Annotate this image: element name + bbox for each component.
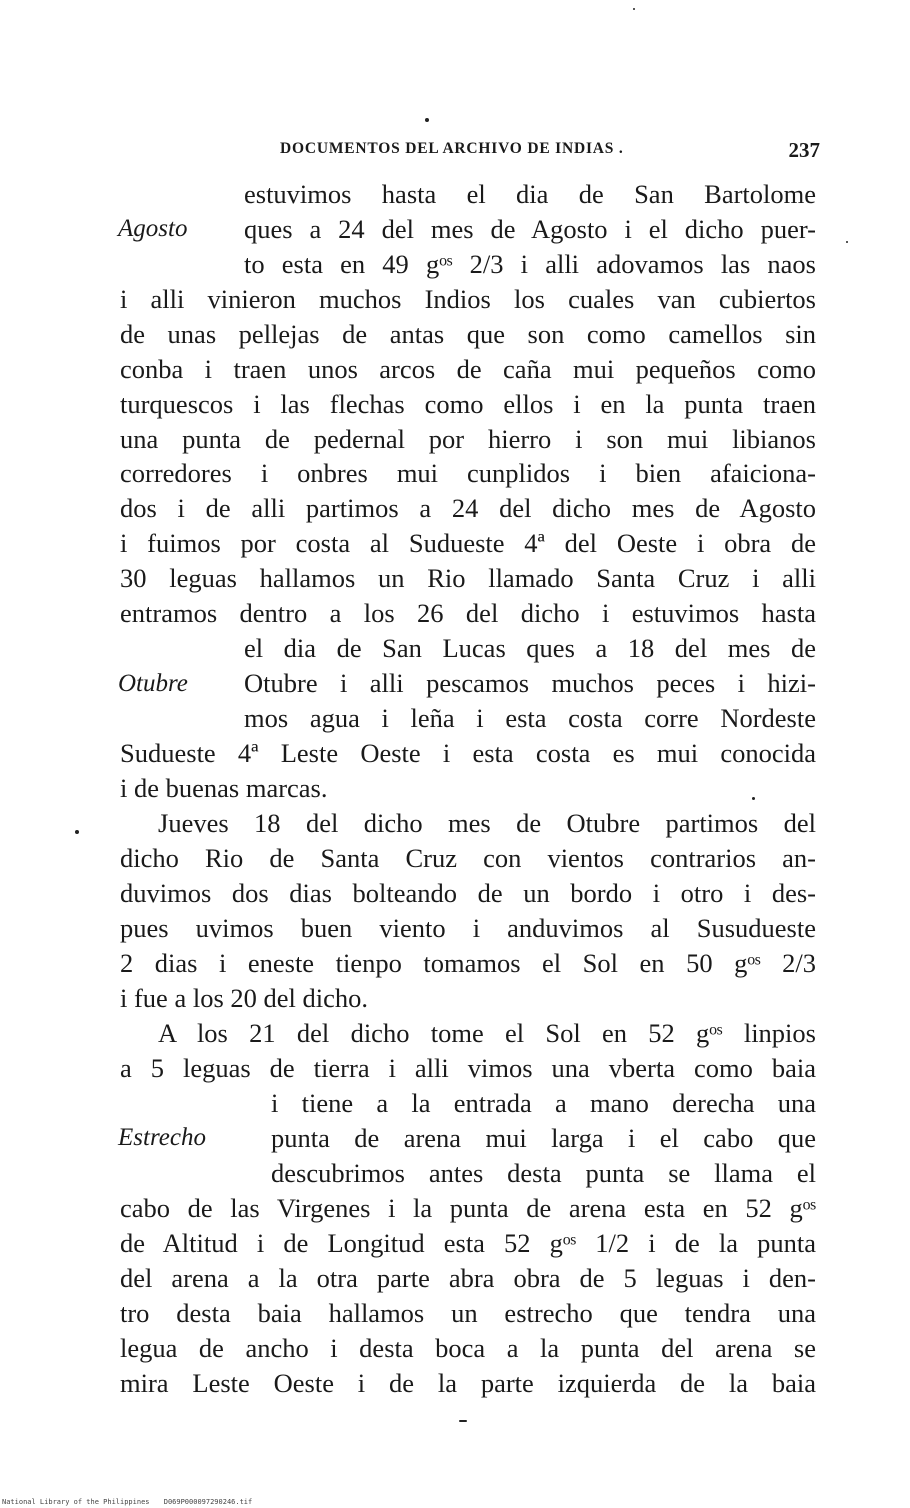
text-line: corredores i onbres mui cunplidos i bien afaiciona- <box>120 458 816 488</box>
text-line: i fuimos por costa al Sudueste 4ª del Oeste i obra de <box>120 528 816 558</box>
text-line: mira Leste Oeste i de la parte izquierda de la baia <box>120 1368 816 1398</box>
page-header <box>280 138 820 168</box>
text-line: duvimos dos dias bolteando de un bordo i otro i des- <box>120 878 816 908</box>
ink-speck <box>425 118 429 122</box>
text-line: punta de arena mui larga i el cabo que <box>271 1123 816 1153</box>
text-line: dos i de alli partimos a 24 del dicho mes de Agosto <box>120 493 816 523</box>
text-line: estuvimos hasta el dia de San Bartolome <box>244 179 816 209</box>
margin-note-agosto: Agosto <box>118 215 188 242</box>
page-number: 237 <box>788 138 820 162</box>
ink-speck <box>846 241 848 243</box>
text-line: to esta en 49 gᵒˢ 2/3 i alli adovamos las naos <box>244 249 816 279</box>
text-line: el dia de San Lucas ques a 18 del mes de <box>244 633 816 663</box>
text-line: legua de ancho i desta boca a la punta del arena se <box>120 1333 816 1363</box>
text-line: turquescos i las flechas como ellos i en la punta traen <box>120 389 816 419</box>
text-line: 2 dias i eneste tienpo tomamos el Sol en 50 gᵒˢ 2/3 <box>120 948 816 978</box>
text-line: de Altitud i de Longitud esta 52 gᵒˢ 1/2 i de la punta <box>120 1228 816 1258</box>
text-line: dicho Rio de Santa Cruz con vientos contrarios an- <box>120 843 816 873</box>
text-line: entramos dentro a los 26 del dicho i estuvimos hasta <box>120 598 816 628</box>
text-line: Sudueste 4ª Leste Oeste i esta costa es mui conocida <box>120 738 816 768</box>
text-line: descubrimos antes desta punta se llama el <box>271 1158 816 1188</box>
text-line: una punta de pedernal por hierro i son mui libianos <box>120 424 816 454</box>
margin-note-otubre: Otubre <box>118 670 188 697</box>
scan-footer <box>2 1498 252 1506</box>
text-line: del arena a la otra parte abra obra de 5 leguas i den- <box>120 1263 816 1293</box>
text-line: A los 21 del dicho tome el Sol en 52 gᵒˢ linpios <box>158 1018 816 1048</box>
margin-note-estrecho: Estrecho <box>118 1124 206 1151</box>
text-line: pues uvimos buen viento i anduvimos al Susudueste <box>120 913 816 943</box>
ink-speck <box>459 1420 467 1422</box>
text-line: conba i traen unos arcos de caña mui pequeños como <box>120 354 816 384</box>
ink-speck <box>752 797 755 800</box>
running-head: DOCUMENTOS DEL ARCHIVO DE INDIAS . <box>280 140 624 157</box>
text-line: mos agua i leña i esta costa corre Nordeste <box>244 703 816 733</box>
file-name: D069P000097290246.tif <box>163 1498 253 1506</box>
text-line: i fue a los 20 del dicho. <box>120 983 369 1013</box>
text-line: ques a 24 del mes de Agosto i el dicho puer- <box>244 214 816 244</box>
text-line: Jueves 18 del dicho mes de Otubre partimos del <box>158 808 816 838</box>
text-line: i de buenas marcas. <box>120 773 328 803</box>
text-line: tro desta baia hallamos un estrecho que tendra una <box>120 1298 816 1328</box>
text-line: cabo de las Virgenes i la punta de arena esta en 52 gᵒˢ <box>120 1193 816 1223</box>
text-line: de unas pellejas de antas que son como camellos sin <box>120 319 816 349</box>
text-line: i alli vinieron muchos Indios los cuales van cubiertos <box>120 284 816 314</box>
text-line: i tiene a la entrada a mano derecha una <box>271 1088 816 1118</box>
library-credit: National Library of the Philippines <box>2 1498 150 1506</box>
text-line: 30 leguas hallamos un Rio llamado Santa Cruz i alli <box>120 563 816 593</box>
text-line: Otubre i alli pescamos muchos peces i hizi- <box>244 668 816 698</box>
text-line: a 5 leguas de tierra i alli vimos una vberta como baia <box>120 1053 816 1083</box>
ink-speck <box>633 8 635 10</box>
ink-speck <box>75 830 79 834</box>
